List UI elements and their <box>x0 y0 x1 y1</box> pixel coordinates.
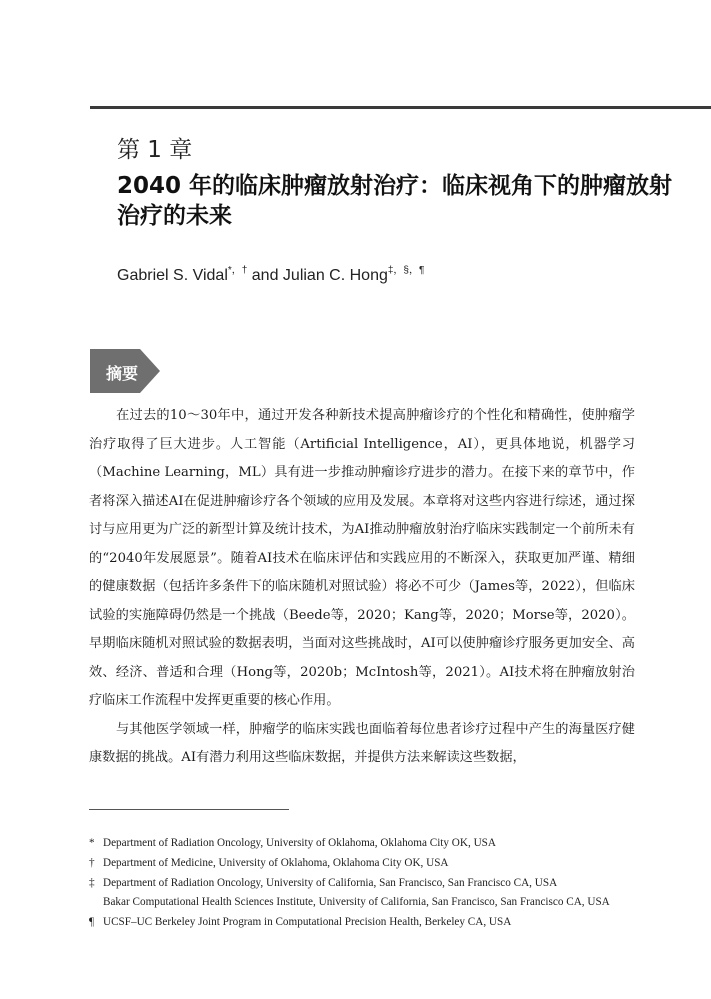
footnotes <box>89 834 689 933</box>
footnote-text: UCSF–UC Berkeley Joint Program in Computational Precision Health, Berkeley CA, USA <box>103 916 512 929</box>
footnote <box>89 854 689 874</box>
abstract-body <box>89 402 635 773</box>
author-name: Julian C. Hong <box>282 267 388 284</box>
chapter-label: 第 1 章 <box>117 137 193 163</box>
author-conjunction: and <box>247 267 283 284</box>
footnote-text: Department of Radiation Oncology, University of California, San Francisco, San Francisco CA, USA <box>103 876 558 889</box>
abstract-paragraph: 在过去的10～30年中，通过开发各种新技术提高肿瘤诊疗的个性化和精确性，使肿瘤学治疗取得了巨大进步。人工智能（Artificial Intelligence，AI），更具体地说，机器学习（Machine Learning，ML）具有进一步推动肿瘤诊疗进步的潜力。在接下来的章节中，作者将深入描述AI在促进肿瘤诊疗各个领域的应用及发展。本章将对这些内容进行综述，通过探讨与应用更为广泛的新型计算及统计技术，为AI推动肿瘤放射治疗临床实践制定一个前所未有的“2040年发展愿景”。随着AI技术在临床评估和实践应用的不断深入，获取更加严谨、精细的健康数据（包括许多条件下的临床随机对照试验）将必不可少（James等，2022），但临床试验的实施障碍仍然是一个挑战（Beede等，2020；Kang等，2020；Morse等，2020）。早期临床随机对照试验的数据表明，当面对这些挑战时，AI可以使肿瘤诊疗服务更加安全、高效、经济、普适和合理（Hong等，2020b；McIntosh等，2021）。AI技术将在肿瘤放射治疗临床工作流程中发挥更重要的核心作用。 <box>89 408 635 708</box>
footnote-continuation <box>89 893 689 913</box>
footnote-mark: † <box>89 856 95 869</box>
footnote-mark: ¶ <box>89 916 95 929</box>
footnote-text: Department of Radiation Oncology, University of Oklahoma, Oklahoma City OK, USA <box>103 837 496 849</box>
abstract-label: 摘要 <box>106 364 139 383</box>
footnote-rule <box>89 809 289 810</box>
footnote-mark: ‡ <box>89 876 95 889</box>
footnote <box>89 834 689 854</box>
author-line <box>117 261 424 285</box>
footnote-text: Department of Medicine, University of Oklahoma, Oklahoma City OK, USA <box>103 856 449 869</box>
author-affiliation-marks: ‡，§，¶ <box>387 265 425 276</box>
footnote <box>89 913 689 933</box>
author-name: Gabriel S. Vidal <box>117 267 228 284</box>
abstract-paragraph: 与其他医学领域一样，肿瘤学的临床实践也面临着每位患者诊疗过程中产生的海量医疗健康数据的挑战。AI有潜力利用这些临床数据，并提供方法来解读这些数据， <box>89 721 635 765</box>
chapter-title: 2040 年的临床肿瘤放射治疗：临床视角下的肿瘤放射治疗的未来 <box>117 173 673 229</box>
top-rule <box>90 106 711 109</box>
abstract-tag <box>90 349 160 393</box>
footnote-text: Bakar Computational Health Sciences Institute, University of California, San Francisco, San Francisco CA, USA <box>103 896 610 909</box>
footnote <box>89 874 689 894</box>
footnote-mark: * <box>89 837 95 849</box>
author-affiliation-marks: *，† <box>227 265 248 276</box>
